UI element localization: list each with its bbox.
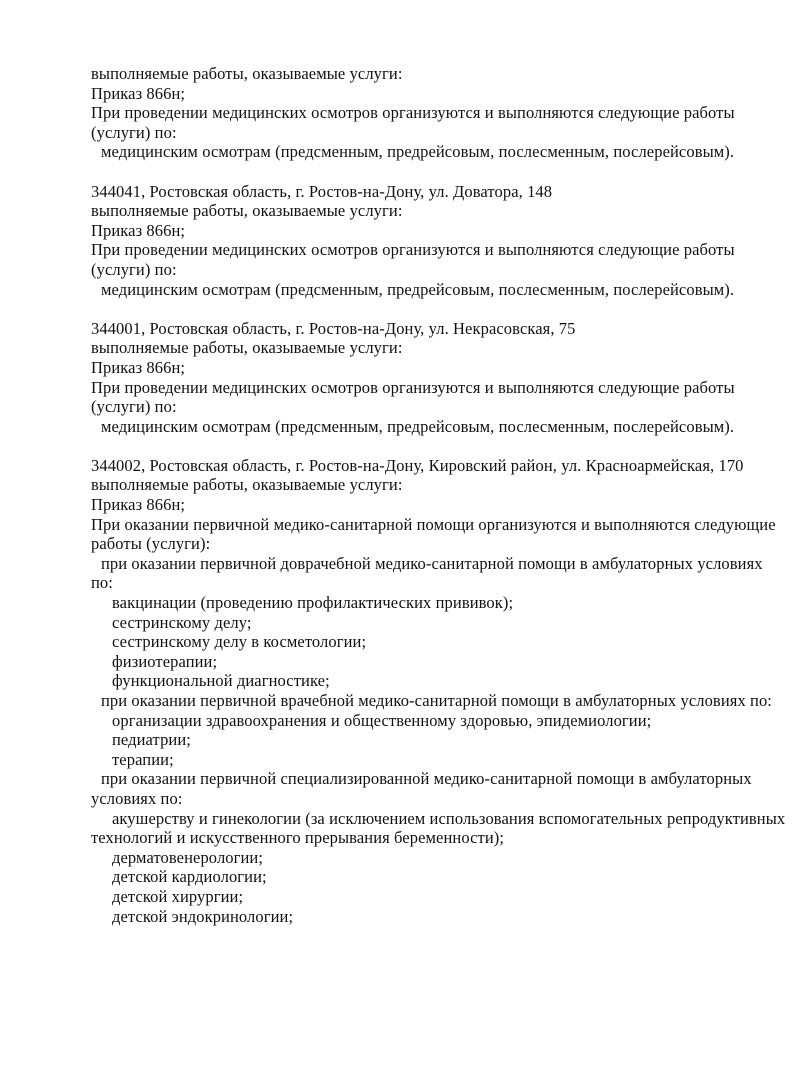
text-line: по: [91, 573, 113, 593]
text-line: при оказании первичной врачебной медико-санитарной помощи в амбулаторных условиях по: [101, 691, 772, 710]
text-line: Приказ 866н; [91, 83, 186, 103]
text-line: медицинским осмотрам (предсменным, предрейсовым, послесменным, послерейсовым). [101, 279, 735, 299]
license-entry-344041 [91, 182, 772, 300]
text-line: 344001, Ростовская область, г. Ростов-на-Дону, ул. Некрасовская, 75 [91, 318, 576, 338]
text-line: (услуги) по: [91, 259, 177, 279]
text-line: Приказ 866н; [91, 495, 186, 515]
text-line: работы (услуги): [91, 534, 211, 554]
text-line: Приказ 866н; [91, 357, 186, 377]
text-line: (услуги) по: [91, 397, 177, 417]
text-line: детской хирургии; [112, 886, 244, 906]
text-line: условиях по: [91, 788, 183, 808]
text-line: вакцинации (проведению профилактических прививок); [112, 593, 514, 613]
text-line: 344041, Ростовская область, г. Ростов-на-Дону, ул. Доватора, 148 [91, 181, 553, 201]
text-line: выполняемые работы, оказываемые услуги: [91, 64, 403, 83]
text-line: При проведении медицинских осмотров организуются и выполняются следующие работы [91, 377, 735, 397]
license-entry-344001 [91, 319, 772, 437]
text-line: (услуги) по: [91, 122, 177, 142]
text-line: При проведении медицинских осмотров организуются и выполняются следующие работы [91, 240, 735, 260]
text-line: При оказании первичной медико-санитарной помощи организуются и выполняются следующие [91, 514, 776, 534]
text-line: сестринскому делу в косметологии; [112, 632, 367, 652]
text-line: При проведении медицинских осмотров организуются и выполняются следующие работы [91, 103, 735, 123]
text-line: выполняемые работы, оказываемые услуги: [91, 338, 403, 358]
text-line: при оказании первичной доврачебной медико-санитарной помощи в амбулаторных условиях [101, 553, 763, 573]
text-line: детской кардиологии; [112, 867, 267, 887]
text-line: функциональной диагностике; [112, 671, 330, 691]
text-line: дерматовенерологии; [112, 847, 264, 867]
text-line: акушерству и гинекологии (за исключением использования вспомогательных репродуктивных [112, 808, 786, 828]
text-line: детской эндокринологии; [112, 906, 294, 926]
text-line: выполняемые работы, оказываемые услуги: [91, 475, 403, 495]
text-line: при оказании первичной специализированной медико-санитарной помощи в амбулаторных [101, 769, 752, 789]
text-line: терапии; [112, 749, 174, 769]
text-line: 344002, Ростовская область, г. Ростов-на-Дону, Кировский район, ул. Красноармейская, 170 [91, 455, 744, 475]
document-body [91, 64, 786, 926]
text-line: медицинским осмотрам (предсменным, предрейсовым, послесменным, послерейсовым). [101, 142, 735, 162]
text-line: выполняемые работы, оказываемые услуги: [91, 201, 403, 221]
text-line: технологий и искусственного прерывания беременности); [91, 828, 505, 848]
text-line: Приказ 866н; [91, 220, 186, 240]
text-line: медицинским осмотрам (предсменным, предрейсовым, послесменным, послерейсовым). [101, 416, 735, 436]
text-line: физиотерапии; [112, 651, 218, 671]
text-line: организации здравоохранения и общественному здоровью, эпидемиологии; [112, 710, 652, 730]
text-line: сестринскому делу; [112, 612, 252, 632]
license-entry-continuation [91, 64, 772, 162]
license-entry-344002 [91, 455, 786, 926]
text-line: педиатрии; [112, 730, 191, 750]
